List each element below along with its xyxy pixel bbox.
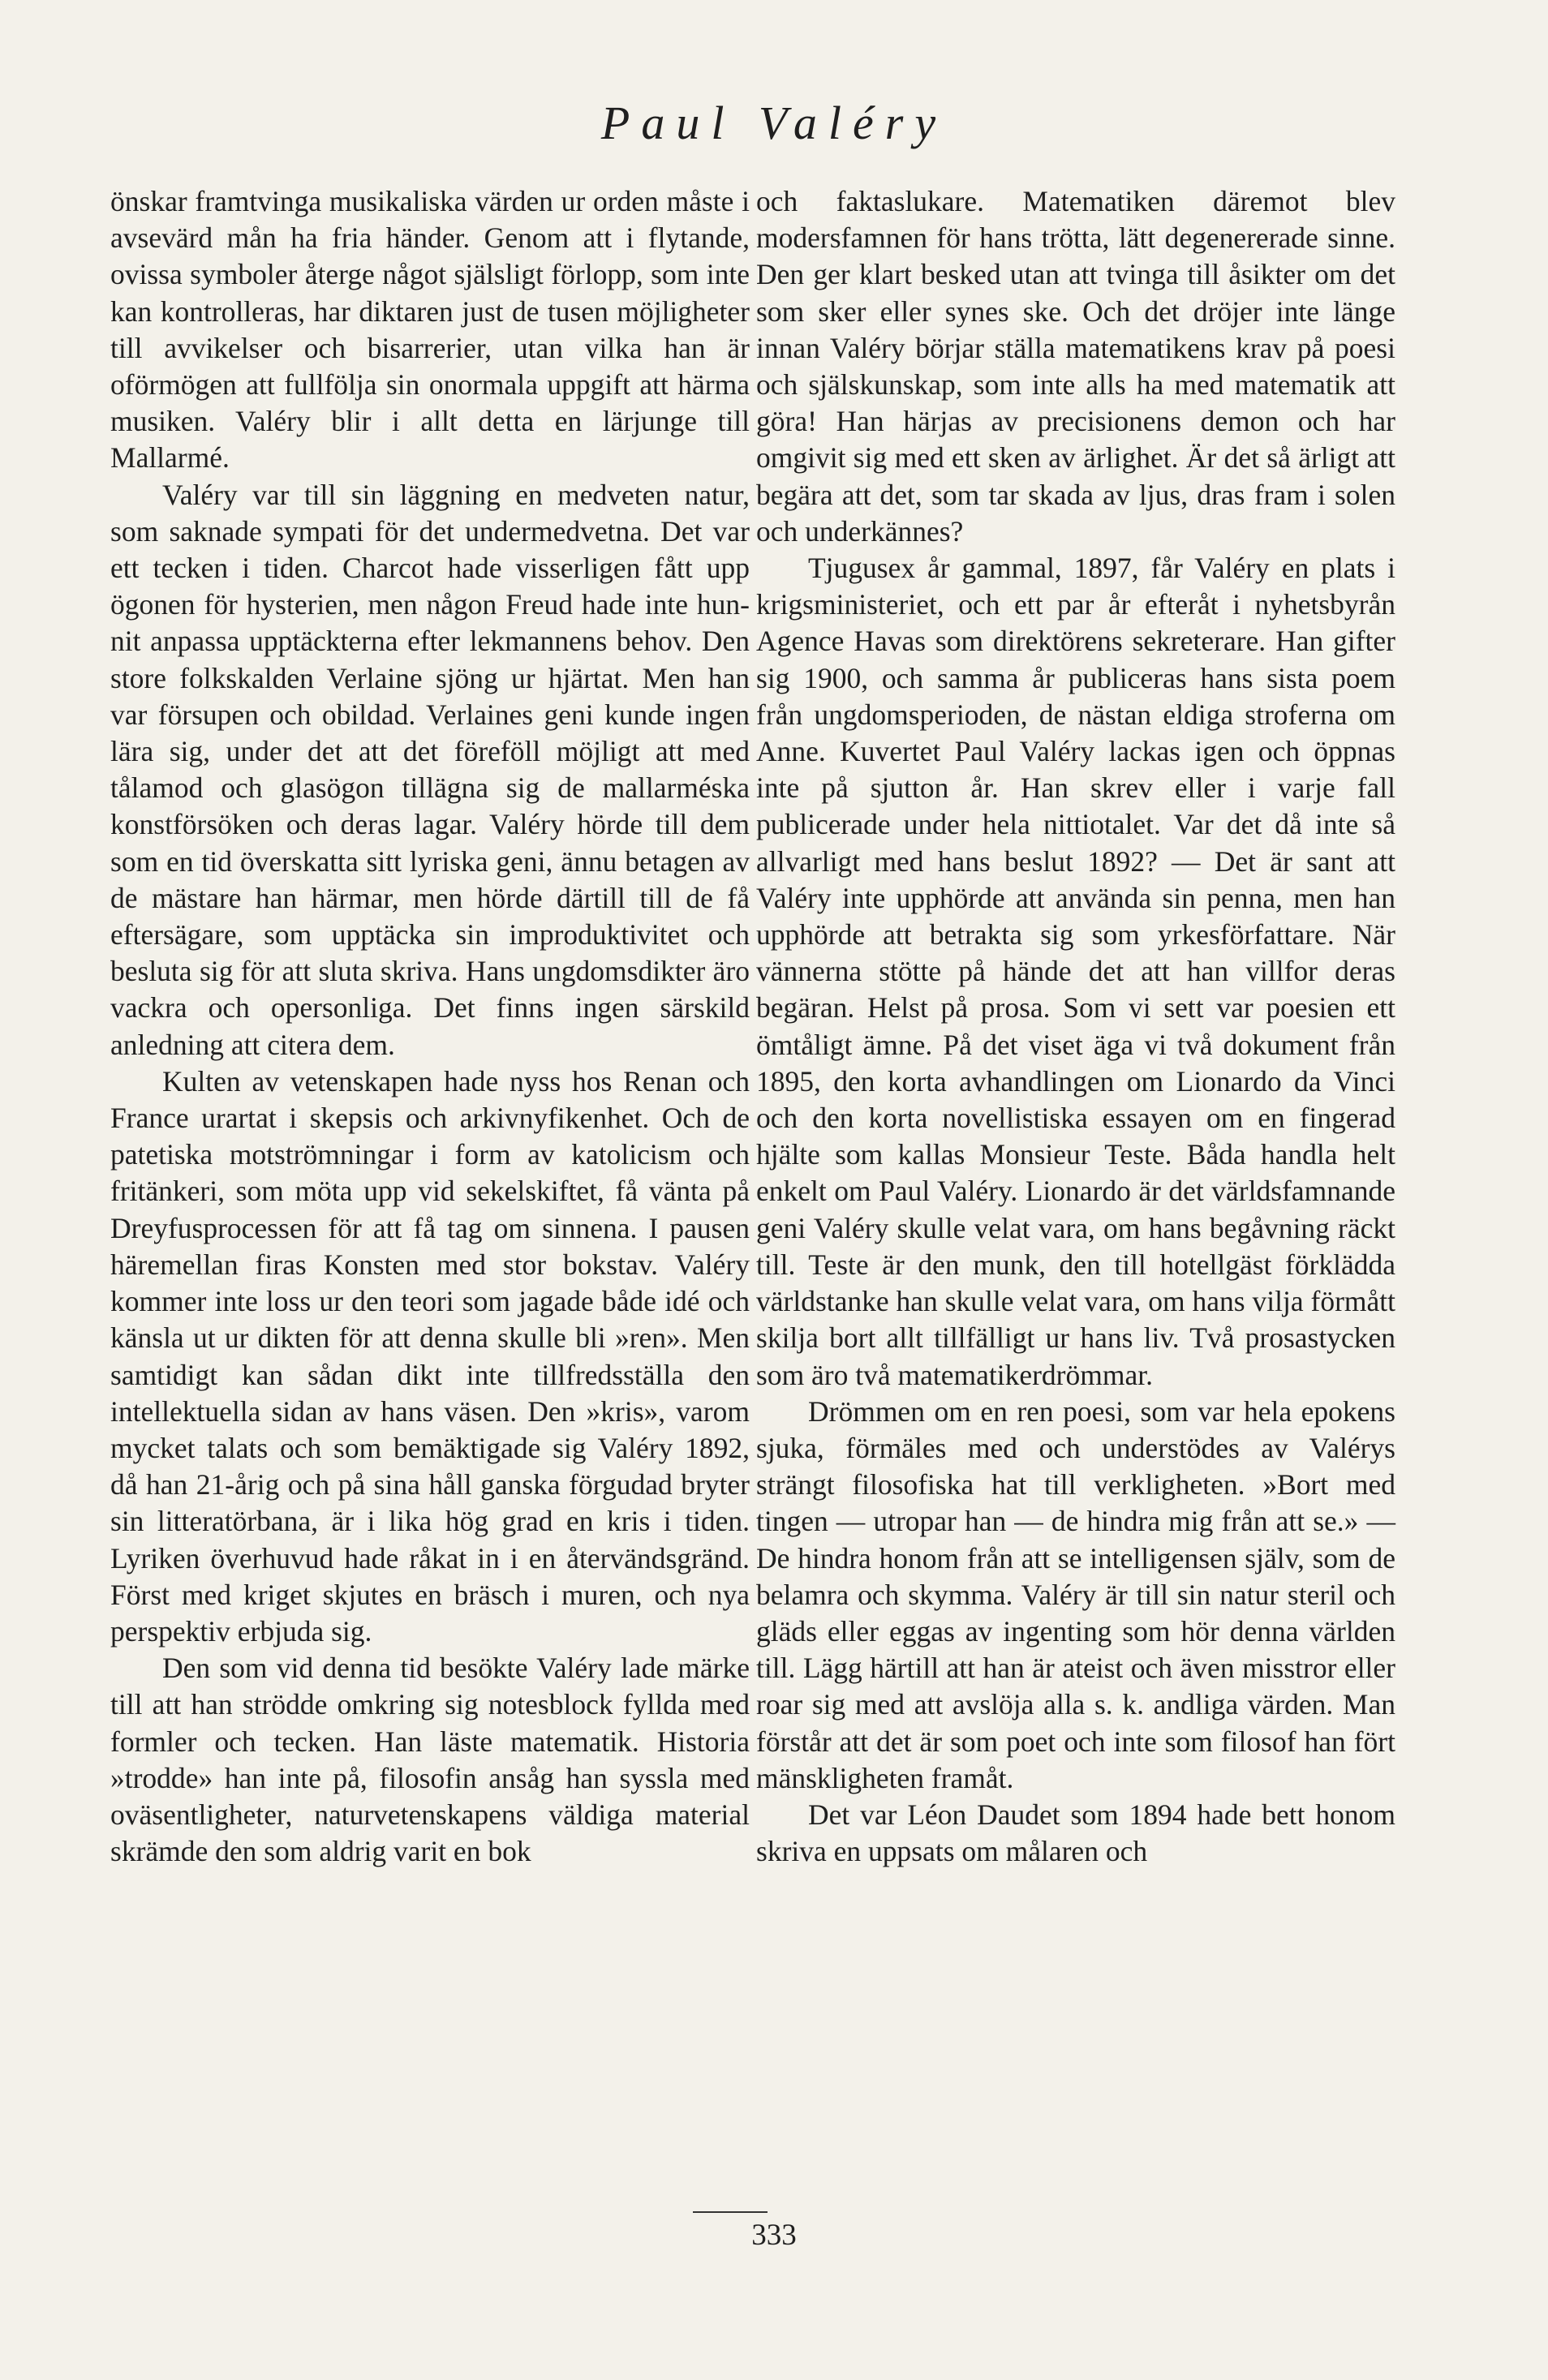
page-number: 333 [751, 2219, 797, 2252]
paragraph: Tjugusex år gammal, 1897, får Valéry en plats i krigsministeriet, och ett par år efteråt i nyhetsbyrån Agence Havas som direktörens sekreterare. Han gifter sig 1900, och samma år publiceras hans sista poem från ungdomsperioden, de nästan eldiga stroferna om Anne. Kuvertet Paul Valéry lackas igen och öppnas inte på sjutton år. Han skrev eller i varje fall publicerade under hela nittiotalet. Var det då inte så allvarligt med hans beslut 1892? — Det är sant att Valéry inte upphörde att använda sin penna, men han upphörde att betrakta sig som yrkesförfattare. När vännerna stötte på hände det att han villfor deras begäran. Helst på prosa. Som vi sett var poesien ett ömtåligt ämne. På det viset äga vi två dokument från 1895, den korta avhandlingen om Lionardo da Vinci och den korta novellistiska essayen om en fingerad hjälte som kallas Monsieur Teste. Båda handla helt enkelt om Paul Valéry. Lionardo är det världsfamnande geni Valéry skulle velat vara, om hans begåvning räckt till. Teste är den munk, den till hotellgäst förklädda världstanke han skulle velat vara, om hans vilja förmått skilja bort allt tillfälligt ur hans liv. Två prosastycken som äro två matematikerdrömmar. [756, 552, 1395, 1391]
paragraph: Den som vid denna tid besökte Valéry lade märke till att han strödde omkring sig notesblock fyllda med formler och tecken. Han läste matematik. Historia »trodde» han inte på, filosofin ansåg han syssla med oväsentligheter, naturvetenskapens väldiga material skrämde den som aldrig varit en bok [110, 1652, 750, 1868]
left-column [110, 183, 750, 1870]
paragraph: Valéry var till sin läggning en medveten natur, som saknade sympati för det undermedvetna. Det var ett tecken i tiden. Charcot hade visserligen fått upp ögonen för hysterien, men någon Freud hade inte hunnit anpassa upptäckterna efter lekmannens behov. Den store folkskalden Verlaine sjöng ur hjärtat. Men han var försupen och obildad. Verlaines geni kunde ingen lära sig, under det att det föreföll möjligt att med tålamod och glasögon tillägna sig de mallarméska konstförsöken och deras lagar. Valéry hörde till dem som en tid överskatta sitt lyriska geni, ännu betagen av de mästare han härmar, men hörde därtill till de få eftersägare, som upptäcka sin improduktivitet och besluta sig för att sluta skriva. Hans ungdomsdikter äro vackra och opersonliga. Det finns ingen särskild anledning att citera dem. [110, 478, 750, 1061]
paragraph: och faktaslukare. Matematiken däremot blev modersfamnen för hans trötta, lätt degenererade sinne. Den ger klart besked utan att tvinga till åsikter om det som sker eller synes ske. Och det dröjer inte länge innan Valéry börjar ställa matematikens krav på poesi och själskunskap, som inte alls ha med matematik att göra! Han härjas av precisionens demon och har omgivit sig med ett sken av ärlighet. Är det så ärligt att begära att det, som tar skada av ljus, dras fram i solen och underkännes? [756, 185, 1395, 548]
folio-rule [693, 2211, 768, 2213]
right-column [756, 183, 1395, 1870]
running-title: Paul Valéry [600, 97, 948, 149]
paragraph: Kulten av vetenskapen hade nyss hos Renan och France urartat i skepsis och arkivnyfikenhet. Och de patetiska motströmningar i form av katolicism och fritänkeri, som möta upp vid sekelskiftet, få vänta på Dreyfusprocessen för att få tag om sinnena. I pausen häremellan firas Konsten med stor bokstav. Valéry kommer inte loss ur den teori som jagade både idé och känsla ut ur dikten för att denna skulle bli »ren». Men samtidigt kan sådan dikt inte tillfredsställa den intellektuella sidan av hans väsen. Den »kris», varom mycket talats och som bemäktigade sig Valéry 1892, då han 21-årig och på sina håll ganska förgudad bryter sin litteratörbana, är i lika hög grad en kris i tiden. Lyriken överhuvud hade råkat in i en återvändsgränd. Först med kriget skjutes en bräsch i muren, och nya perspektiv erbjuda sig. [110, 1064, 750, 1648]
paragraph: önskar framtvinga musikaliska värden ur orden måste i avsevärd mån ha fria händer. Genom att i flytande, ovissa symboler återge något själsligt förlopp, som inte kan kontrolleras, har diktaren just de tusen möjligheter till avvikelser och bisarrerier, utan vilka han är oförmögen att fullfölja sin onormala uppgift att härma musiken. Valéry blir i allt detta en lärjunge till Mallarmé. [110, 185, 750, 475]
paragraph: Drömmen om en ren poesi, som var hela epokens sjuka, förmäles med och understödes av Valérys strängt filosofiska hat till verkligheten. »Bort med tingen — utropar han — de hindra mig från att se.» — De hindra honom från att se intelligensen själv, som de belamra och skymma. Valéry är till sin natur steril och gläds eller eggas av ingenting som hör denna världen till. Lägg härtill att han är ateist och även misstror eller roar sig med att avslöja alla s. k. andliga värden. Man förstår att det är som poet och inte som filosof han fört mänskligheten framåt. [756, 1394, 1395, 1794]
paragraph: Det var Léon Daudet som 1894 hade bett honom skriva en uppsats om målaren och [756, 1798, 1395, 1868]
